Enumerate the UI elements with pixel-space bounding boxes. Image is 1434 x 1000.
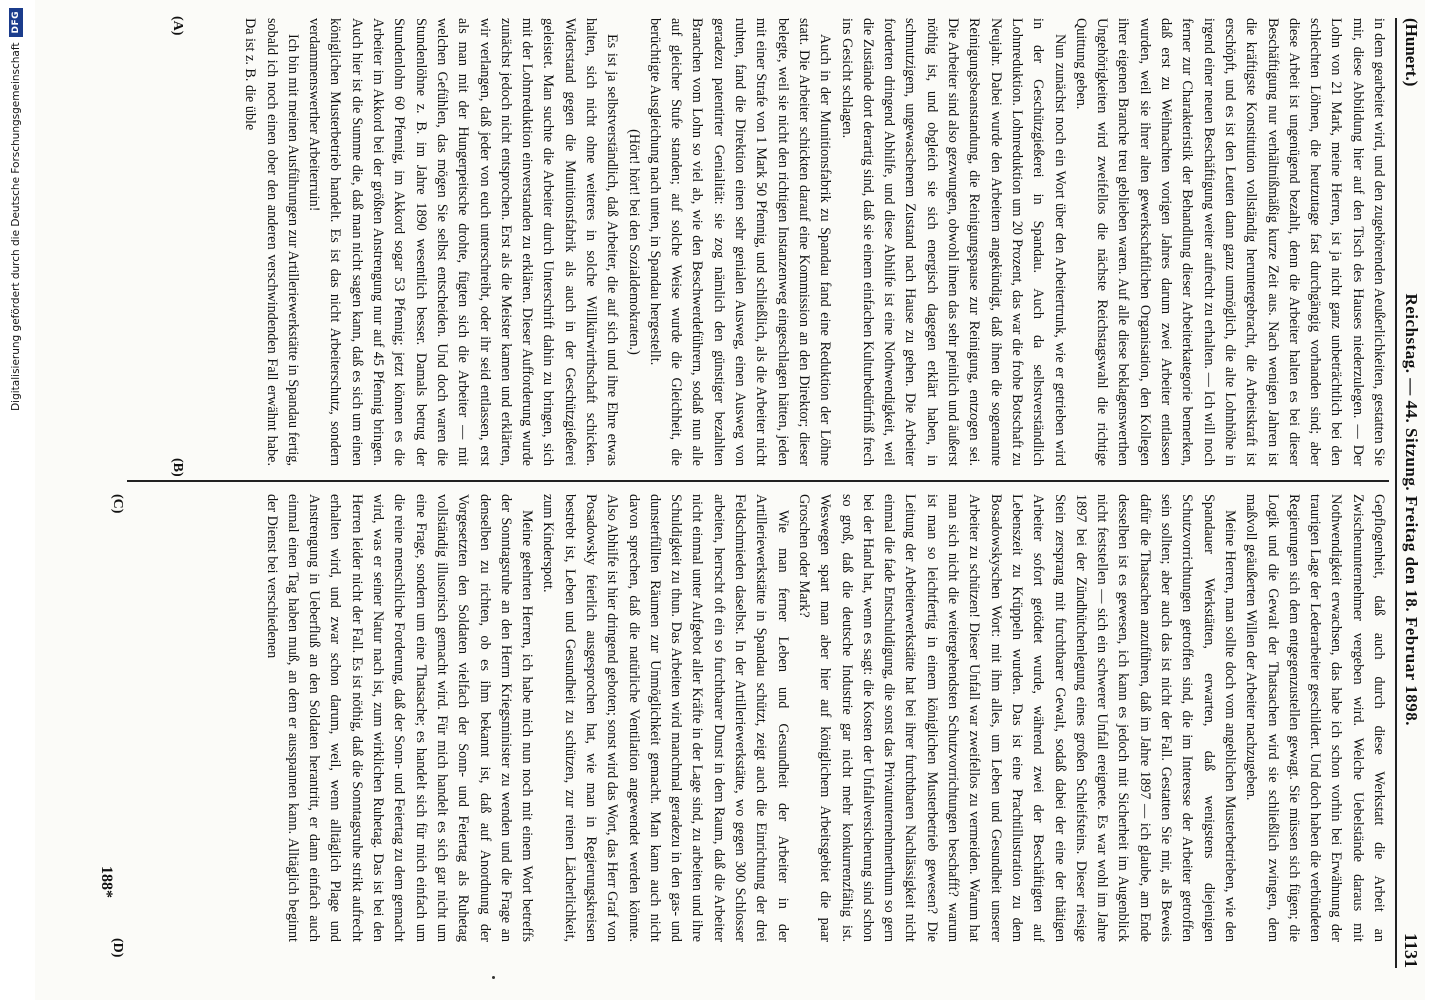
credit-line (4, 8, 28, 992)
credit-text: Digitalisierung gefördert durch die Deutsche Forschungsgemeinschaft (10, 42, 22, 411)
signature-mark: 188* (98, 866, 115, 898)
scanned-page (35, 0, 1425, 1000)
right-paragraph-3: Wie man ferner Leben und Gesundheit der Arbeiter in der Artilleriewerkstätte in Spandau schützt, zeigt auch die Einrichtung der drei Feldschmieden daselbst. In der Artilleriewerkstätte, wo gegen 300 Schlosser arbeiten, herrscht oft ein so furchtbarer Dunst in dem Raum, daß die Arbeiter nicht einmal unter Aufgebot aller Kräfte in der Lage sind, zu arbeiten und ihre Schuldigkeit zu thun. Das Arbeiten wird manchmal geradezu in den gas- und dunsterfüllten Räumen zur Unmöglichkeit gemacht. Man kann auch nicht davon sprechen, daß die natürliche Ventilation angewendet werden könnte. Also Abhilfe ist hier dringend geboten; sonst wird das Wort, das Herr Graf von Posadowsky feierlich ausgesprochen hat, wie man in Regierungskreisen bestrebt ist, Leben und Gesundheit zu schützen, zur reinen Lächerlichkeit, zum Kinderspott. (540, 494, 791, 942)
credit-strip (4, 8, 28, 992)
column-divider (127, 480, 1389, 482)
margin-mark-c: (C) (110, 494, 125, 514)
right-paragraph-2: Meine Herren, man sollte doch vom angeblichen Musterbetrieben, wie den Spandauer Werkstätten, erwarten, daß wenigstens diejenigen Schutzvorrichtungen getroffen sind, die im Interesse der Arbeiter getroffen sein sollten; aber auch das ist nicht der Fall. Gestatten Sie mir, als Beweis dafür die Thatsachen anzuführen, daß im Jahre 1897 — ich glaube, am Ende desselben ist es gewesen, ich kann es jedoch mit Sicherheit im Augenblick nicht feststellen — sich ein schwerer Unfall ereignete. Es war wohl im Jahre 1897 bei der Zündhütchenlegung eines großen Schleifsteins. Dieser riesige Stein zersprang mit furchtbarer Gewalt, sodaß dabei der eine der thätigen Arbeiter sofort getödtet wurde, während zwei der Beschäftigten auf Lebenszeit zu Krüppeln wurden. Das ist eine Prachtillustration zu dem Bosadowskyschen Wort: mit ihm alles, um Leben und Gesundheit unserer Arbeiter zu schützen! Dieser Unfall war zweifellos zu vermeiden. Warum hat man sich nicht die weitergehendsten Schutzvorrichtungen beschafft? warum ist man so leichtfertig in einem königlichen Musterbetrieb gewesen? Die Leitung der Arbeiterwerkstätte hat bei ihrer furchtbaren Nachlässigkeit nicht einmal die fade Entschuldigung, die sonst das Privatunternehmerthum so gern bei der Hand hat, wenn es sagt: die Kosten der Unfallversicherung sind schon so groß, daß die deutsche Industrie gar nicht mehr konkurrenzfähig ist. Weswegen spart man aber hier auf königlichem Arbeitsgebiet die paar Groschen oder Mark? (795, 494, 1238, 942)
left-interjection: (Hört! hört! bei den Sozialdemokraten.) (625, 129, 642, 355)
rotated-page-content (95, 18, 1425, 968)
left-paragraph-1: in dem gearbeitet wird, und den zugehörenden Aeußerlichkeiten, gestatten Sie mir, diese Abbildung hier auf den Tisch des Hauses niederzulegen. — Der Lohn von 21 Mark, meine Herren, ist ja nicht ganz unbeträchtlich bei den schlechten Löhnen, die heutzutage fast durchgängig vorhanden sind; aber diese Arbeit ist ungenügend bezahlt, denn die Arbeiter halten es bei dieser Beschäftigung nur verhältnißmäßig kurze Zeit aus. Nach wenigen Jahren ist die kräftigste Konstitution vollständig heruntergebracht, die Arbeitskraft ist erschöpft, und es ist den Leuten dann ganz unmöglich, die alte Lohnhöhe in irgend einer neuen Beschäftigung weiter aufrecht zu erhalten. — Ich will noch ferner zur Charakteristik der Behandlung dieser Arbeiterkategorie bemerken, daß erst zu Weihnachten vorigen Jahres darum zwei Arbeiter entlassen wurden, weil sie ihrer alten gewerkschaftlichen Organisation, den Kollegen ihrer eigenen Branche treu geblieben waren. Auf alle diese beklagenswerthen Ungehörigkeiten wird zweifellos die nächste Reichstagswahl die richtige Quittung geben. (1072, 18, 1387, 466)
left-paragraph-3: Auch in der Munitionsfabrik zu Spandau fand eine Reduktion der Löhne statt. Die Arbeiter schickten darauf eine Kommission an den Direktor; dieser belegte, weil sie nicht den richtigen Instanzenweg eingeschlagen hätten, jeden mit einer Strafe von 1 Mark 50 Pfennig, und schließlich, als die Arbeiter nicht ruhten, fand die Direktion einen sehr genialen Ausweg, einen Ausweg von geradezu patentirter Genialität: sie zog nämlich den günstiger bezahlten Branchen vom Lohn so viel ab, wie den Beschwerdeführern, sodaß nun alle auf gleicher Stufe standen; auf solche Weise wurde die Gleichheit, die berüchtigte Ausgleichung nach unten, in Spandau hergestellt. (646, 18, 834, 466)
right-text-column (124, 494, 1389, 942)
stray-dot (492, 976, 495, 979)
dfg-logo-icon: DFG (9, 8, 23, 37)
left-text-column (124, 18, 1389, 466)
right-paragraph-4: Meine geehrten Herren, ich habe mich nun noch mit einem Wort betreffs der Sonntagsruhe an den Herrn Kriegsminister zu wenden und die Frage an denselben zu richten, ob es ihm bekannt ist, daß auf Anordnung der Vorgesetzten den Soldaten vielfach der Sonn- und Feiertag als Ruhetag vollständig illusorisch gemacht wird. Für mich handelt es sich gar nicht um eine Frage, sondern um eine Thatsache; es handelt sich für mich einfach um die reine menschliche Forderung, daß der Sonn- und Feiertag zu dem gemacht wird, was er seiner Natur nach ist, zum wirklichen Ruhetag. Das ist bei den Herren leider nicht der Fall. Es ist nöthig, daß die Sonntagsruhe strikt aufrecht erhalten wird, und zwar schon darum, weil, wenn alltäglich Plage und Anstrengung in Ueberfluß an den Soldaten herantritt, er dann einfach auch einmal einen Tag haben muß, an dem er ausspannen kann. Alltäglich beginnt der Dienst bei verschiedenen (263, 494, 536, 942)
header-speaker: (Hunert.) (1402, 18, 1421, 87)
page-header (1395, 18, 1425, 968)
right-paragraph-1: Gepflogenheit, daß auch durch diese Werkstatt die Arbeit an Zwischenunternehmer vergeben wird. Welche Uebelstände daraus mit Nothwendigkeit erwachsen, das habe ich schon vorhin bei Erwähnung der traurigen Lage der Lederarbeiter geschildert. Und doch haben die verbündeten Regierungen sich dem entgegenzustellen gewagt. Sie müssen sich fügen; die Logik und die Gewalt der Thatsachen wird sie schließlich zwingen, dem maßvoll geäußerten Willen der Arbeiter nachzugeben. (1243, 494, 1387, 942)
margin-mark-a: (A) (170, 16, 185, 36)
left-paragraph-6: Ich bin mit meinen Ausführungen zur Artilleriewerkstätte in Spandau fertig, sobald ich noch einen ober den anderen verschwindenden Fall erwähnt habe. Da ist z. B. die üble (242, 18, 301, 466)
header-title: Reichstag. — 44. Sitzung. Freitag den 18. Februar 1898. (1402, 293, 1421, 726)
left-paragraph-2: Nun zunächst noch ein Wort über den Arbeitertrunk, wie er getrieben wird in der Geschützgießerei in Spandau. Auch da selbstverständlich Lohnreduktion. Lohnreduktion um 20 Prozent, das war die frohe Botschaft zu Neujahr. Dabei wurde den Arbeitern angekündigt, daß ihnen die sogenannte Reinigungsbeanstandung, die Reinigungspause zur Reinigung, entzogen sei. Die Arbeiter sind also gezwungen, obwohl ihnen das sehr peinlich und äußerst nöthig ist, und obgleich sie sich energisch dagegen erklärt haben, in schmutzigem, ungewaschenem Zustand nach Hause zu gehen. Die Arbeiter forderten dringend Abhilfe, und diese Abhilfe ist eine Nothwendigkeit, weil die Zustände dort derartig sind, daß sie einem einfachen Kulturbedürfniß frech ins Gesicht schlagen. (838, 18, 1068, 466)
page-number: 1131 (1401, 932, 1422, 968)
margin-mark-b: (B) (170, 458, 185, 477)
left-paragraph-5: Es ist ja selbstverständlich, daß Arbeiter, die auf sich und ihre Ehre etwas halten, sich nicht ohne weiteres in solche Willkürwirthschaft schicken. Widerstand gegen die Munitionsfabrik als auch in der Geschützgießerei geleistet. Man suchte die Arbeiter durch Unterschrift dahin zu bringen, sich mit der Lohnreduktion einverstanden zu erklären. Dieser Aufforderung wurde zunächst jedoch nicht entsprochen. Erst als die Meister kamen und erklärten, wir verlangen, daß jeder von euch unterschreibt, oder ihr seid entlassen, erst als man mit der Hungerpeitsche drohte, fügten sich die Arbeiter — mit welchen Gefühlen, das mögen Sie selbst entscheiden. Und doch waren die Stundenlöhne z. B. im Jahre 1890 wesentlich besser. Damals betrug der Stundenlohn 60 Pfennig, im Akkord sogar 53 Pfennig; jetzt können es die Arbeiter im Akkord bei der größten Anstrengung nur auf 45 Pfennig bringen. Auch hier ist die Summe die, daß man nicht sagen kann, daß es sich um einen königlichen Musterbetrieb handelt. Es ist das nicht Arbeiterschutz, sondern verdammenswerther Arbeiterruin! (306, 18, 621, 466)
margin-mark-d: (D) (110, 938, 125, 958)
